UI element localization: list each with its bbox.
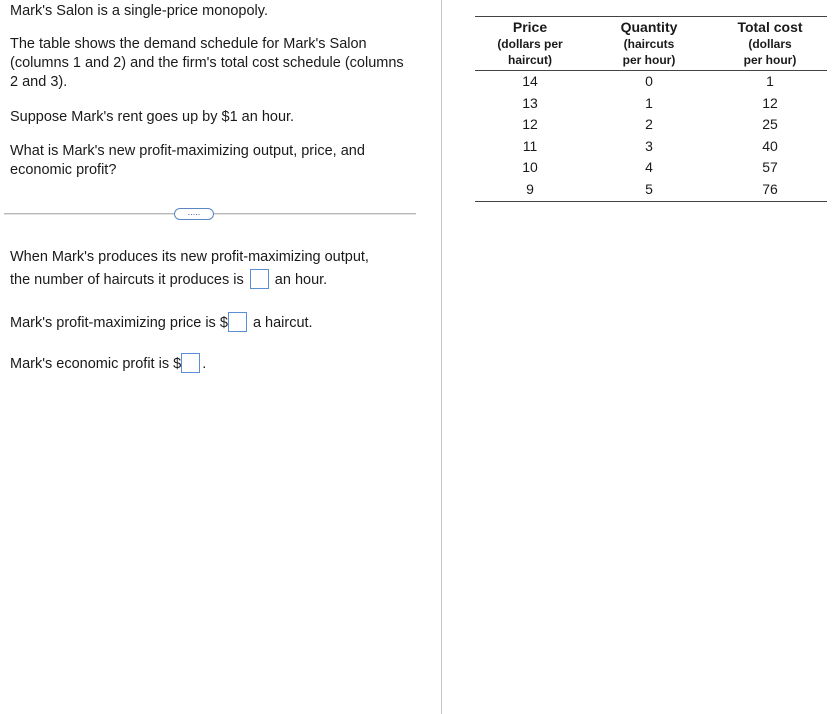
output-answer-intro: When Mark's produces its new profit-maximizing output, <box>10 249 369 265</box>
cell-quantity: 3 <box>645 137 653 154</box>
header-quantity-main: Quantity <box>620 19 678 35</box>
schedule-table-container <box>475 16 827 202</box>
output-answer-prefix: the number of haircuts it produces is <box>10 271 244 288</box>
header-quantity <box>585 17 713 71</box>
cell-price: 12 <box>522 116 538 132</box>
price-answer-prefix: Mark's profit-maximizing price is $ <box>10 314 228 331</box>
price-answer-suffix: a haircut. <box>252 314 313 331</box>
header-price-sub2: haircut) <box>507 53 552 67</box>
price-answer-line <box>10 313 313 333</box>
cell-total-cost: 12 <box>762 94 778 111</box>
header-total-cost-main: Total cost <box>737 19 803 35</box>
output-answer-input[interactable] <box>250 269 269 289</box>
cell-total-cost: 40 <box>762 137 778 154</box>
cell-price: 11 <box>522 137 538 154</box>
profit-answer-prefix: Mark's economic profit is $ <box>10 355 182 372</box>
price-answer-input[interactable] <box>228 312 247 332</box>
table-row <box>475 114 827 136</box>
question-text: What is Mark's new profit-maximizing output, price, and economic profit? <box>10 143 365 178</box>
profit-answer-suffix: . <box>202 355 207 372</box>
schedule-table <box>475 16 827 202</box>
output-answer-line1 <box>10 248 369 267</box>
cell-quantity: 2 <box>645 116 653 132</box>
header-price-sub1: (dollars per <box>497 37 563 51</box>
header-total-cost-sub2: per hour) <box>743 53 797 67</box>
table-row <box>475 71 827 93</box>
cell-price: 14 <box>522 73 538 89</box>
cell-price: 10 <box>522 159 538 175</box>
cell-total-cost: 76 <box>713 179 827 202</box>
header-quantity-sub2: per hour) <box>622 53 676 67</box>
header-price-main: Price <box>512 19 548 35</box>
rent-change-text: Suppose Mark's rent goes up by $1 an hour. <box>10 109 295 125</box>
profit-answer-line <box>10 354 206 374</box>
cell-quantity: 1 <box>645 94 653 111</box>
expand-button[interactable]: ..... <box>174 208 214 220</box>
cell-quantity: 0 <box>645 73 653 89</box>
output-answer-line2 <box>10 270 327 290</box>
cell-quantity: 5 <box>585 179 713 202</box>
cell-price: 9 <box>475 179 585 202</box>
table-header-row <box>475 17 827 71</box>
cell-total-cost: 25 <box>762 116 778 132</box>
intro-text: Mark's Salon is a single-price monopoly. <box>10 3 268 19</box>
table-row <box>475 136 827 158</box>
cell-price: 13 <box>522 94 538 111</box>
header-total-cost <box>713 17 827 71</box>
cell-total-cost: 57 <box>762 159 778 175</box>
profit-answer-input[interactable] <box>181 353 200 373</box>
table-row <box>475 157 827 179</box>
pane-divider <box>441 0 442 714</box>
output-answer-suffix: an hour. <box>274 271 328 288</box>
header-total-cost-sub1: (dollars <box>748 37 792 51</box>
header-quantity-sub1: (haircuts <box>623 37 675 51</box>
header-price <box>475 17 585 71</box>
table-row <box>475 179 827 202</box>
cell-total-cost: 1 <box>766 73 774 89</box>
section-divider <box>4 205 416 223</box>
table-row <box>475 93 827 115</box>
cell-quantity: 4 <box>645 159 653 175</box>
table-description: The table shows the demand schedule for Mark's Salon (columns 1 and 2) and the firm's total cost schedule (columns 2 and 3). <box>10 36 404 90</box>
